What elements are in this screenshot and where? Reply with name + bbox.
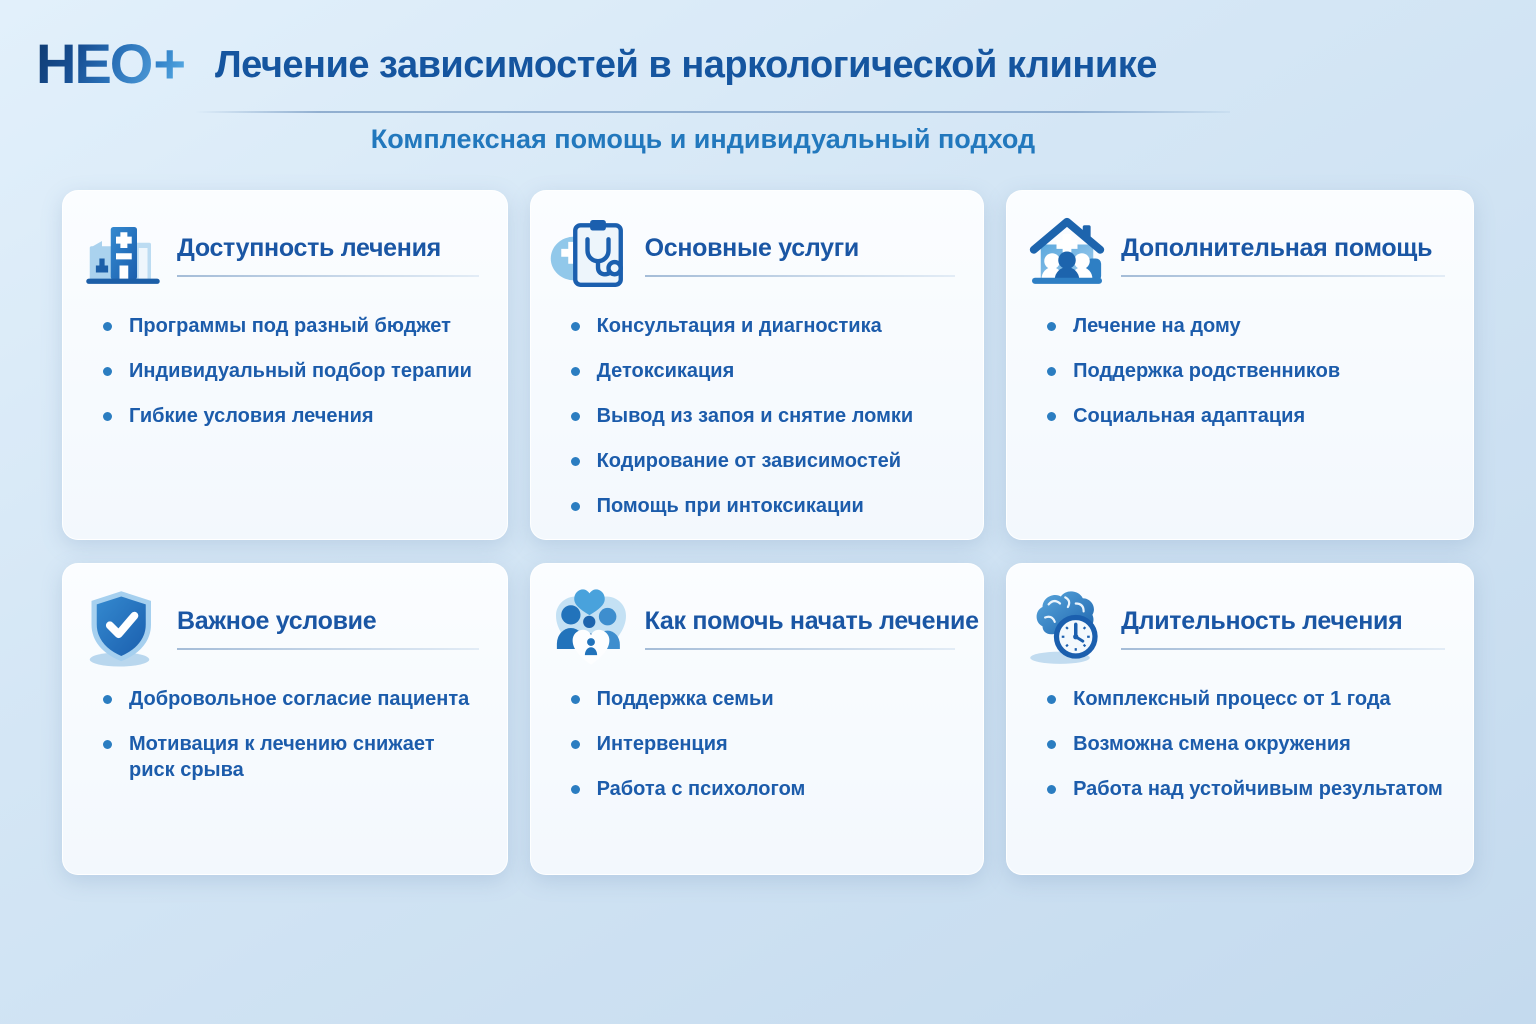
shield-check-icon: [81, 586, 165, 670]
card-title-divider: [645, 275, 956, 277]
card-item: Работа с психологом: [571, 776, 956, 802]
card-item: Вывод из запоя и снятие ломки: [571, 403, 956, 429]
card-title-divider: [1121, 648, 1445, 650]
card-title-divider: [645, 648, 956, 650]
card-title-divider: [177, 275, 479, 277]
card-duration: [1006, 563, 1474, 875]
card-item: Работа над устойчивым результатом: [1047, 776, 1445, 802]
card-additional-help: [1006, 190, 1474, 540]
card-item: Консультация и диагностика: [571, 313, 956, 339]
card-title: Длительность лечения: [1121, 606, 1403, 635]
card-list: [549, 686, 956, 802]
page-subtitle: Комплексная помощь и индивидуальный подход: [370, 124, 1036, 154]
card-important-condition: [62, 563, 508, 875]
card-item: Социальная адаптация: [1047, 403, 1445, 429]
card-title-wrap: [645, 234, 956, 277]
card-title-divider: [1121, 275, 1445, 277]
clipboard-stethoscope-icon: [549, 213, 633, 297]
page-title: Лечение зависимостей в наркологической клинике: [215, 44, 1157, 86]
card-main-services: [530, 190, 985, 540]
logo-text: НЕО: [36, 32, 152, 95]
card-item: Гибкие условия лечения: [103, 403, 479, 429]
card-list: [81, 686, 479, 783]
card-title: Дополнительная помощь: [1121, 233, 1433, 262]
card-title: Доступность лечения: [177, 233, 441, 262]
hospital-icon: [81, 213, 165, 297]
card-title-divider: [177, 648, 479, 650]
clinic-logo: [36, 32, 185, 95]
cards-grid: [0, 190, 1536, 875]
card-item: Поддержка родственников: [1047, 358, 1445, 384]
card-header: [1025, 586, 1445, 670]
card-item: Добровольное согласие пациента: [103, 686, 479, 712]
card-item: Комплексный процесс от 1 года: [1047, 686, 1445, 712]
family-heart-icon: [549, 586, 633, 670]
card-header: [81, 586, 479, 670]
card-list: [81, 313, 479, 429]
card-list: [1025, 686, 1445, 802]
card-title-wrap: [177, 607, 479, 650]
card-title-wrap: [1121, 234, 1445, 277]
card-title: Как помочь начать лечение: [644, 606, 979, 635]
house-family-icon: [1025, 213, 1109, 297]
card-how-to-start: [530, 563, 985, 875]
logo-plus-icon: +: [153, 32, 185, 95]
card-header: [1025, 213, 1445, 297]
card-title-wrap: [644, 606, 979, 650]
card-item: Индивидуальный подбор терапии: [103, 358, 479, 384]
card-item: Кодирование от зависимостей: [571, 448, 956, 474]
card-item: Детоксикация: [571, 358, 956, 384]
brain-clock-icon: [1025, 586, 1109, 670]
card-list: [549, 313, 956, 519]
card-title: Важное условие: [177, 606, 377, 635]
card-header: [549, 213, 956, 297]
card-title-wrap: [177, 234, 479, 277]
header-divider: [195, 111, 1230, 113]
page-header: [0, 0, 1536, 190]
card-item: Программы под разный бюджет: [103, 313, 479, 339]
card-item: Мотивация к лечению снижает риск срыва: [103, 731, 479, 783]
card-item: Возможна смена окружения: [1047, 731, 1445, 757]
card-title-wrap: [1121, 607, 1445, 650]
card-item: Лечение на дому: [1047, 313, 1445, 339]
card-list: [1025, 313, 1445, 429]
card-item: Поддержка семьи: [571, 686, 956, 712]
card-item: Помощь при интоксикации: [571, 493, 956, 519]
card-header: [549, 586, 979, 670]
card-header: [81, 213, 479, 297]
card-title: Основные услуги: [644, 233, 859, 262]
card-item: Интервенция: [571, 731, 956, 757]
card-availability: [62, 190, 508, 540]
